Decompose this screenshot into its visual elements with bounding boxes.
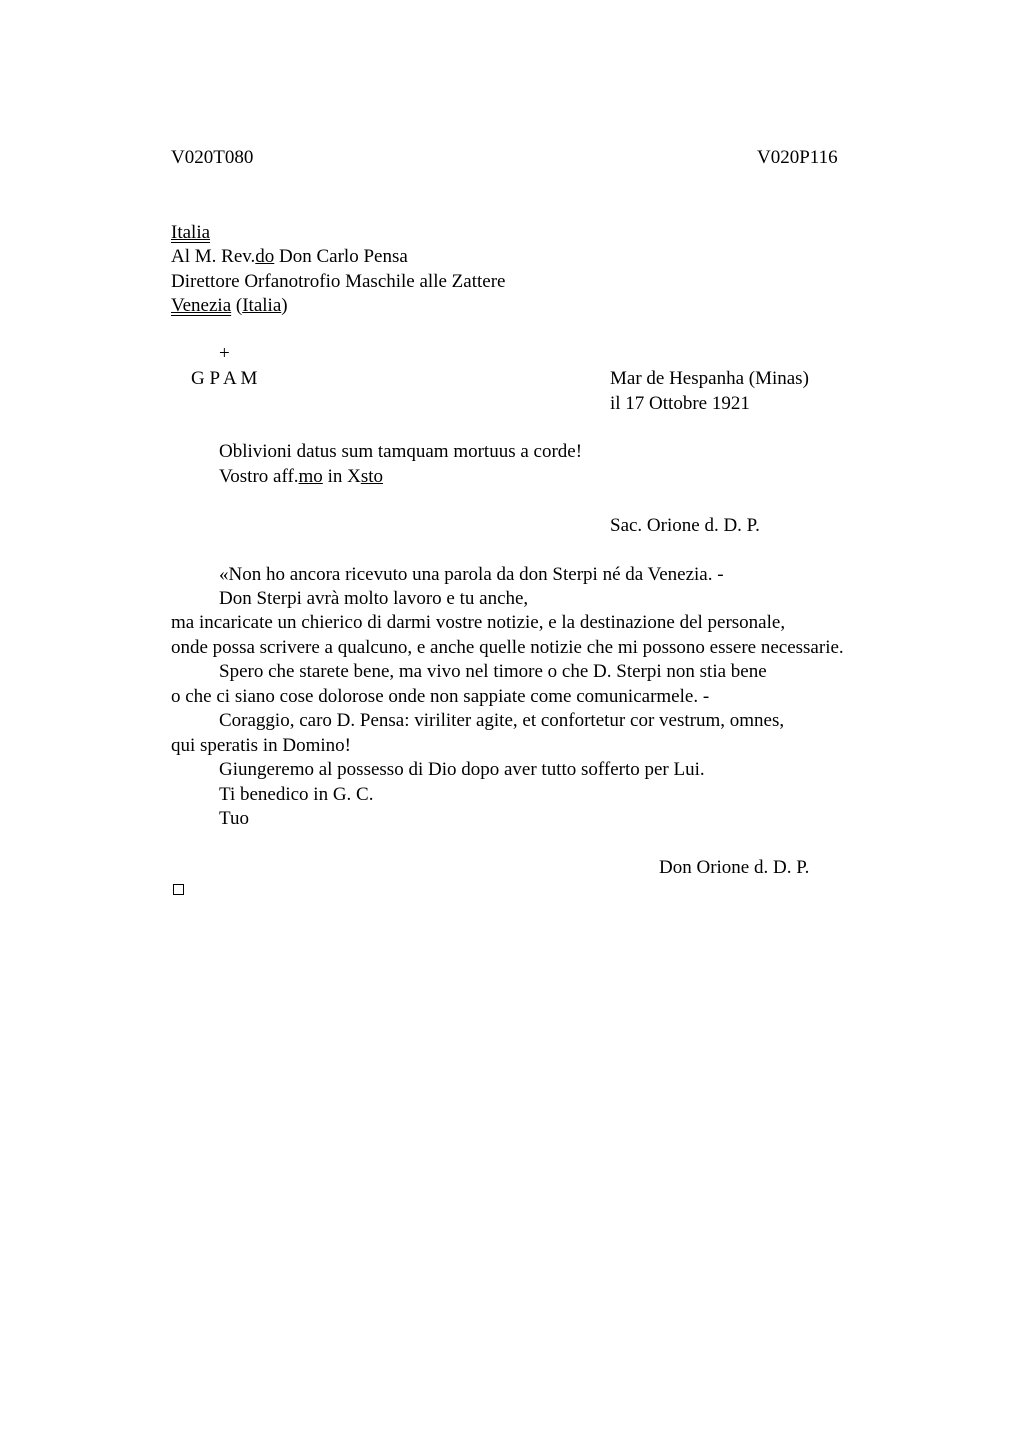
body-line: Tuo bbox=[219, 808, 249, 829]
recipient-title-abbrev: do bbox=[255, 246, 275, 267]
address-city-line bbox=[171, 294, 288, 318]
motto-line: Oblivioni datus sum tamquam mortuus a corde! bbox=[219, 441, 583, 462]
body-line: Coraggio, caro D. Pensa: viriliter agite, et confortetur cor vestrum, omnes, bbox=[219, 710, 785, 731]
recipient-name: Don Carlo Pensa bbox=[274, 246, 408, 267]
body-line: onde possa scrivere a qualcuno, e anche quelle notizie che mi possono essere necessarie. bbox=[171, 637, 844, 658]
body-line: qui speratis in Domino! bbox=[171, 735, 351, 756]
recipient-title: Al M. Rev. bbox=[171, 246, 256, 267]
body-line: ma incaricate un chierico di darmi vostre notizie, e la destinazione del personale, bbox=[171, 612, 786, 633]
letter-place: Mar de Hespanha (Minas) bbox=[610, 368, 809, 389]
closing-prefix: Vostro aff. bbox=[219, 466, 299, 487]
document-code-left: V020T080 bbox=[171, 147, 254, 168]
closing-abbrev-2: sto bbox=[360, 466, 383, 487]
closing-abbrev: mo bbox=[298, 466, 323, 487]
document-code-right: V020P116 bbox=[757, 147, 838, 168]
body-line: «Non ho ancora ricevuto una parola da don Sterpi né da Venezia. - bbox=[219, 564, 724, 585]
paren-open: ( bbox=[231, 295, 243, 316]
cross-symbol: + bbox=[219, 343, 230, 364]
body-line: Giungeremo al possesso di Dio dopo aver tutto sofferto per Lui. bbox=[219, 759, 705, 780]
body-line: Ti benedico in G. C. bbox=[219, 784, 374, 805]
address-city-country: Italia bbox=[242, 295, 282, 316]
address-country: Italia bbox=[171, 222, 211, 243]
closing-mid: in X bbox=[322, 466, 361, 487]
address-recipient bbox=[171, 245, 408, 269]
body-line: Spero che starete bene, ma vivo nel timore o che D. Sterpi non stia bene bbox=[219, 661, 767, 682]
end-square-icon bbox=[173, 884, 184, 895]
body-line: Don Sterpi avrà molto lavoro e tu anche, bbox=[219, 588, 529, 609]
signature-final: Don Orione d. D. P. bbox=[659, 857, 810, 878]
address-city: Venezia bbox=[171, 295, 232, 316]
motto-closing bbox=[219, 465, 383, 489]
signature-first: Sac. Orione d. D. P. bbox=[610, 515, 760, 536]
address-institution: Direttore Orfanotrofio Maschile alle Zattere bbox=[171, 271, 506, 292]
letter-date: il 17 Ottobre 1921 bbox=[610, 393, 750, 414]
body-line: o che ci siano cose dolorose onde non sappiate come comunicarmele. - bbox=[171, 686, 710, 707]
paren-close: ) bbox=[281, 295, 288, 316]
gpam-monogram: G P A M bbox=[191, 368, 258, 389]
